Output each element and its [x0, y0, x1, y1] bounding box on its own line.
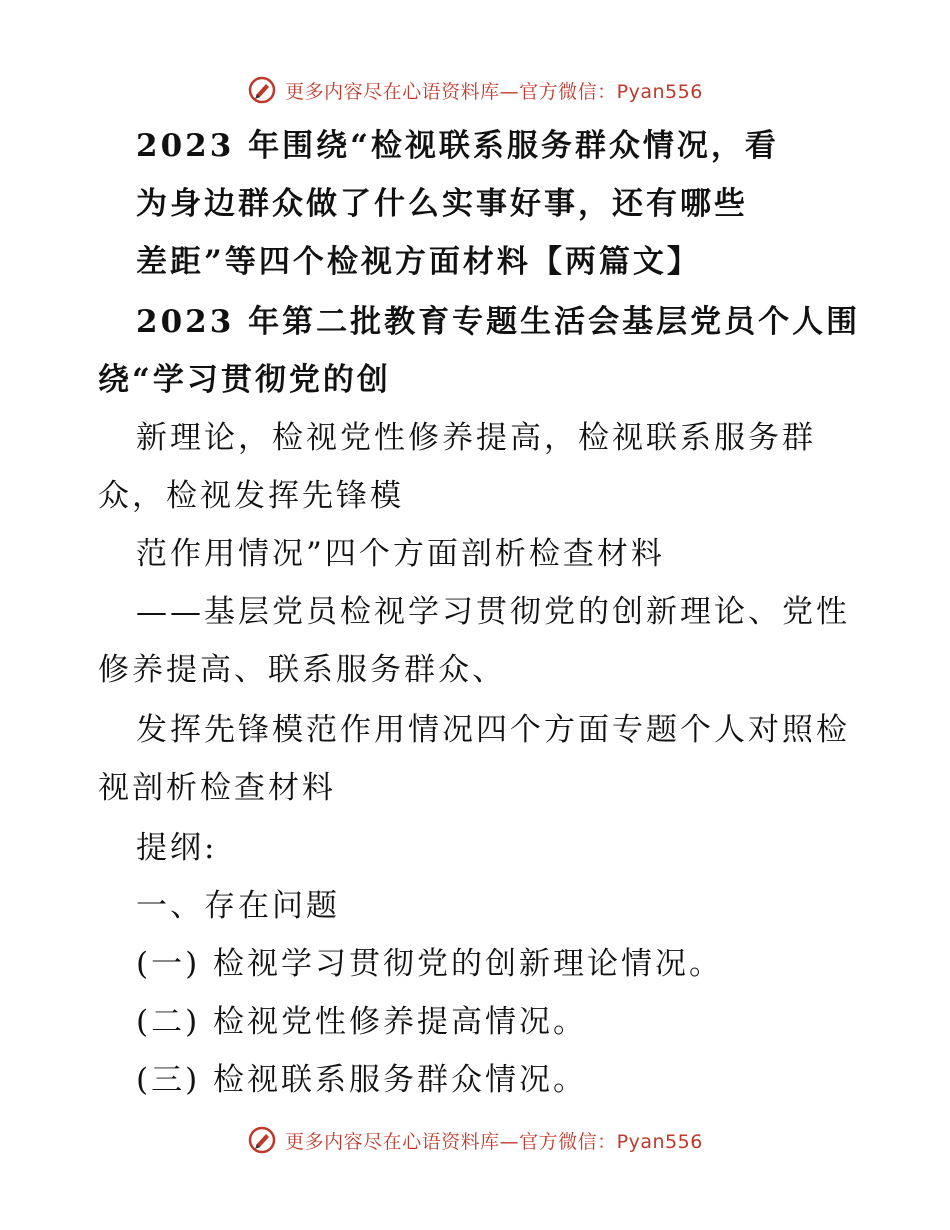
section-heading-1: 一、存在问题 — [136, 888, 340, 924]
list-item-2: (二) 检视党性修养提高情况。 — [136, 1004, 588, 1040]
watermark-banner-bottom — [0, 1122, 950, 1158]
paragraph-line-3: 范作用情况”四个方面剖析检查材料 — [136, 536, 665, 572]
paragraph-line-2: 众，检视发挥先锋模 — [98, 478, 404, 514]
paragraph-line-4: ——基层党员检视学习贯彻党的创新理论、党性 — [136, 594, 850, 630]
subtitle-line-1: 2023 年第二批教育专题生活会基层党员个人围 — [136, 304, 861, 340]
paragraph-line-7: 视剖析检查材料 — [98, 770, 336, 806]
outline-label: 提纲: — [136, 830, 218, 866]
list-item-1: (一) 检视学习贯彻党的创新理论情况。 — [136, 946, 724, 982]
title-line-2: 为身边群众做了什么实事好事，还有哪些 — [136, 186, 748, 222]
title-line-1: 2023 年围绕“检视联系服务群众情况，看 — [136, 128, 779, 164]
pen-circle-icon — [247, 1125, 277, 1155]
paragraph-line-6: 发挥先锋模范作用情况四个方面专题个人对照检 — [136, 712, 850, 748]
list-item-3: (三) 检视联系服务群众情况。 — [136, 1062, 588, 1098]
paragraph-line-5: 修养提高、联系服务群众、 — [98, 652, 506, 688]
paragraph-line-1: 新理论，检视党性修养提高，检视联系服务群 — [136, 420, 816, 456]
watermark-text: 更多内容尽在心语资料库—官方微信：Pyan556 — [285, 80, 703, 103]
subtitle-line-2: 绕“学习贯彻党的创 — [98, 362, 391, 398]
watermark-text: 更多内容尽在心语资料库—官方微信：Pyan556 — [285, 1130, 703, 1153]
title-line-3: 差距”等四个检视方面材料【两篇文】 — [136, 244, 701, 280]
